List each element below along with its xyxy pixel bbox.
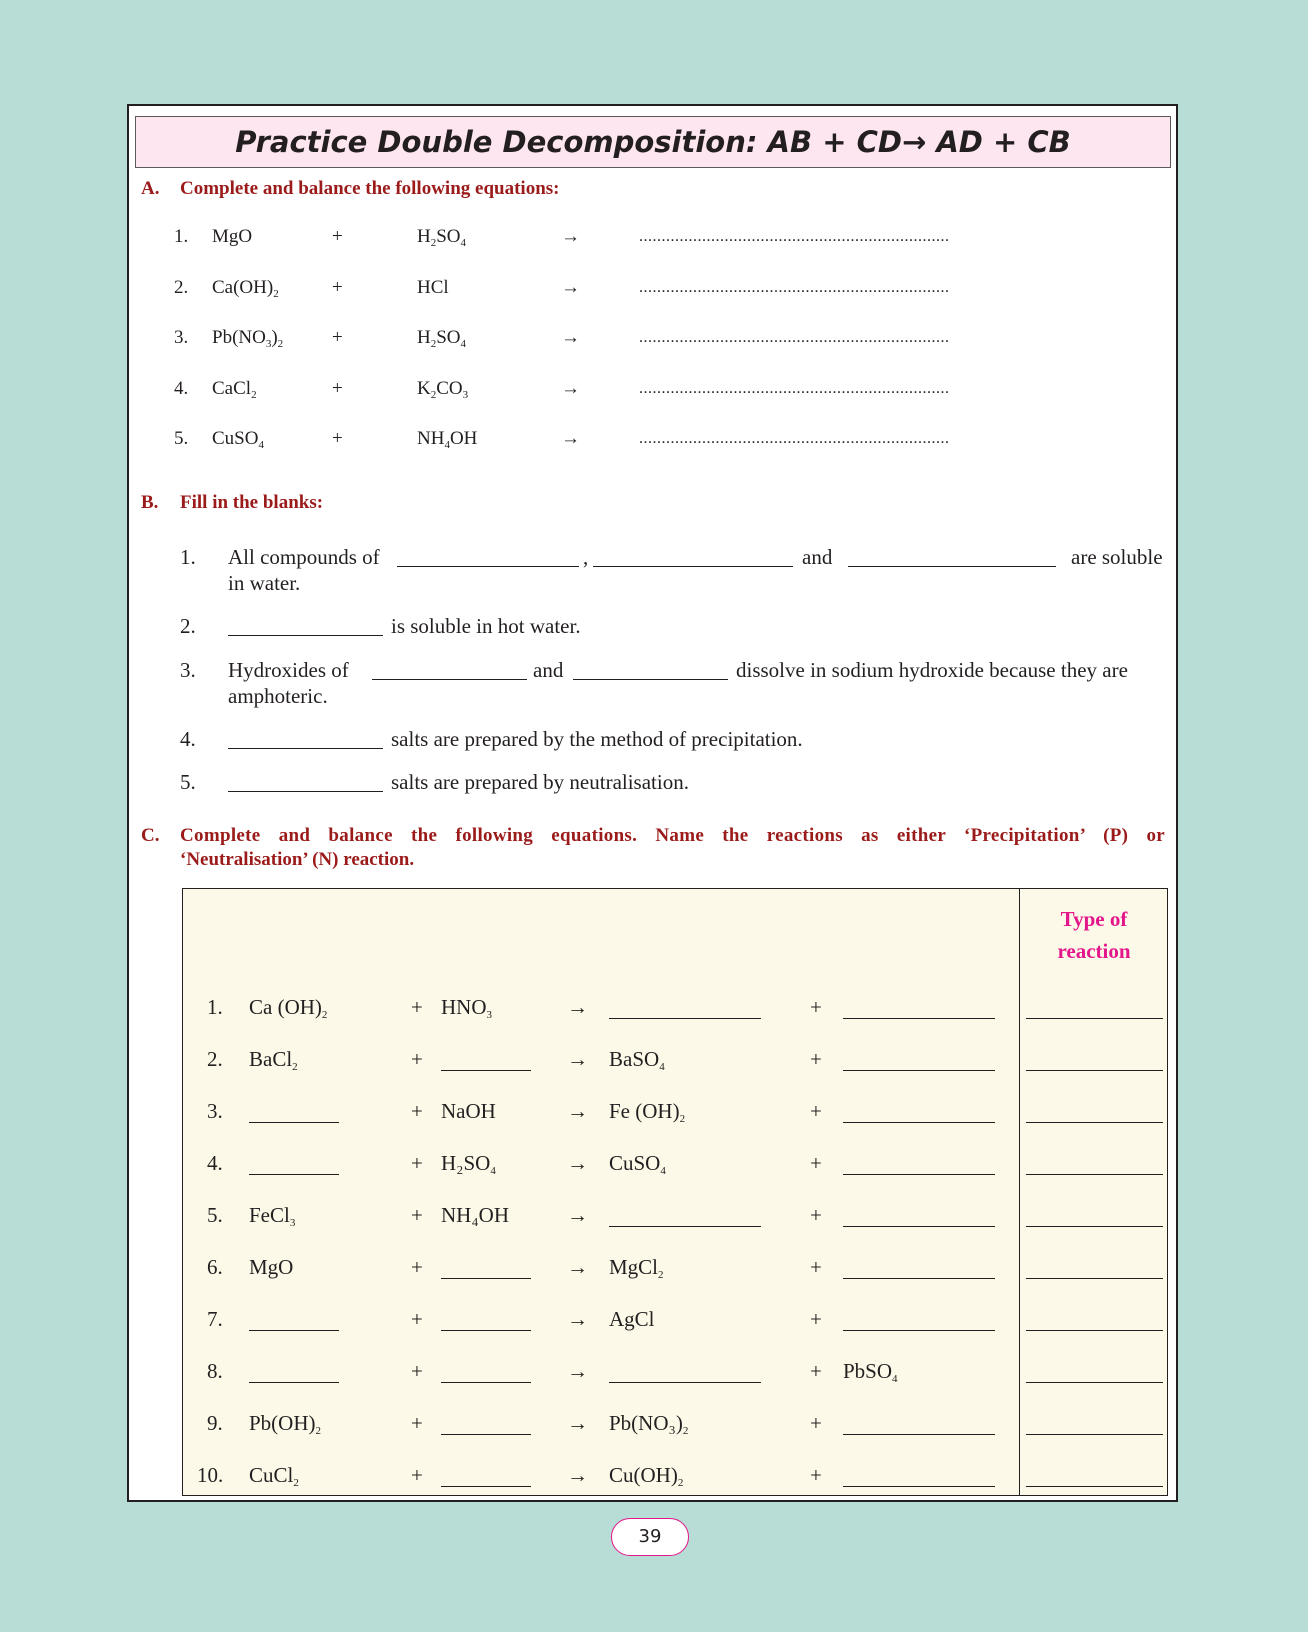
page-title: Practice Double Decomposition: AB + CD→ AD + CB — [135, 116, 1171, 168]
section-c-letter: C. — [141, 825, 160, 846]
c-product-1-part: Cu(OH) — [609, 1463, 678, 1487]
c-type-of-reaction-blank[interactable] — [1026, 1174, 1163, 1175]
a-plus-sign: + — [332, 327, 343, 348]
c-product-2-blank[interactable] — [843, 1070, 995, 1071]
a-reactant-1 — [212, 428, 264, 450]
b3-and: and — [533, 658, 564, 682]
a-reactant-1-part: CuSO — [212, 428, 259, 449]
c-type-of-reaction-blank[interactable] — [1026, 1330, 1163, 1331]
b5-number: 5. — [180, 770, 196, 794]
c-reactant-1-part: MgO — [249, 1255, 294, 1279]
b3-text-line2: amphoteric. — [228, 684, 328, 708]
c-arrow: → — [567, 1411, 588, 1435]
c-row-number: 2. — [207, 1047, 223, 1071]
c-arrow: → — [567, 1203, 588, 1227]
a-arrow: → — [561, 276, 580, 298]
a-reactant-2 — [417, 378, 468, 400]
c-reactant-2-blank[interactable] — [441, 1434, 531, 1435]
a-reactant-2-subscript: 2 — [430, 388, 437, 401]
b1-text-end: are soluble — [1071, 545, 1163, 569]
c-plus-sign: + — [411, 1463, 423, 1487]
c-row-number: 3. — [207, 1099, 223, 1123]
a-reactant-1-part: Pb(NO — [212, 327, 266, 348]
c-reactant-1-blank[interactable] — [249, 1330, 339, 1331]
c-type-of-reaction-blank[interactable] — [1026, 1382, 1163, 1383]
c-product-1-subscript: 2 — [677, 1477, 684, 1489]
c-product-1 — [609, 1463, 683, 1488]
c-product-1-blank[interactable] — [609, 1382, 761, 1383]
a-reactant-2-part: CO — [436, 377, 463, 399]
b4-text: salts are prepared by the method of precipitation. — [391, 727, 803, 751]
section-b-heading: Fill in the blanks: — [180, 492, 324, 513]
b3-blank-2[interactable] — [573, 679, 728, 680]
a-answer-dots[interactable]: ..................................................................... — [639, 278, 950, 296]
b3-blank-1[interactable] — [372, 679, 527, 680]
c-reactant-1-blank[interactable] — [249, 1174, 339, 1175]
c-plus-sign: + — [411, 1307, 423, 1331]
c-reactant-1-subscript: 3 — [289, 1217, 296, 1229]
c-reactant-2-blank[interactable] — [441, 1278, 531, 1279]
c-plus-sign: + — [411, 1203, 423, 1227]
c-product-1-blank[interactable] — [609, 1018, 761, 1019]
c-product-1 — [609, 1411, 688, 1436]
c-plus-sign: + — [810, 1411, 822, 1435]
b2-text: is soluble in hot water. — [391, 614, 581, 638]
c-reactant-2 — [441, 1151, 496, 1176]
a-reactant-2 — [417, 327, 466, 349]
a-reactant-1-subscript: 2 — [251, 388, 257, 401]
c-arrow: → — [567, 1047, 588, 1071]
a-plus-sign: + — [332, 428, 343, 449]
c-reactant-2-part: HNO — [441, 995, 487, 1019]
c-plus-sign: + — [411, 1255, 423, 1279]
a-row-number: 1. — [174, 226, 189, 247]
c-row-number: 9. — [207, 1411, 223, 1435]
b3-text-start: Hydroxides of — [228, 658, 349, 682]
c-product-2-part: PbSO — [843, 1359, 893, 1383]
c-product-1-subscript: 2 — [682, 1425, 689, 1437]
a-reactant-2-subscript: 4 — [460, 237, 467, 249]
c-row-number: 5. — [207, 1203, 223, 1227]
a-reactant-2-part: H — [417, 226, 431, 247]
c-arrow: → — [567, 1099, 588, 1123]
section-a-letter: A. — [141, 178, 160, 199]
c-product-1-part: CuSO — [609, 1151, 661, 1175]
c-reactant-1 — [249, 1411, 321, 1436]
c-reactant-2 — [441, 1203, 509, 1228]
c-product-2-blank[interactable] — [843, 1330, 995, 1331]
c-reactant-1-subscript: 2 — [292, 1061, 298, 1073]
b1-text-line2: in water. — [228, 571, 301, 595]
section-c-heading-line2: ‘Neutralisation’ (N) reaction. — [180, 849, 415, 870]
a-row-number: 4. — [174, 377, 189, 399]
c-plus-sign: + — [411, 1359, 423, 1383]
c-product-1 — [609, 1047, 665, 1072]
c-plus-sign: + — [810, 1255, 822, 1279]
c-product-2-blank[interactable] — [843, 1434, 995, 1435]
a-arrow: → — [561, 327, 580, 348]
c-row-number: 8. — [207, 1359, 223, 1383]
type-of-reaction-header — [1021, 903, 1167, 967]
c-plus-sign: + — [411, 1047, 423, 1071]
c-reactant-1 — [249, 1463, 299, 1488]
c-plus-sign: + — [810, 995, 822, 1019]
c-reactant-1-part: Ca (OH) — [249, 995, 322, 1019]
a-plus-sign: + — [332, 226, 343, 247]
a-reactant-2-part: OH — [449, 428, 478, 449]
c-reactant-1-part: Pb(OH) — [249, 1411, 316, 1435]
a-reactant-2 — [417, 226, 466, 248]
c-type-of-reaction-blank[interactable] — [1026, 1278, 1163, 1279]
c-reactant-1 — [249, 1255, 293, 1280]
c-product-2 — [843, 1359, 898, 1384]
section-a-heading: Complete and balance the following equations: — [180, 178, 560, 199]
a-reactant-2-part: SO — [436, 226, 461, 247]
section-b-letter: B. — [141, 492, 159, 513]
c-reactant-1-part: BaCl — [249, 1047, 293, 1071]
worksheet-page — [127, 104, 1178, 1502]
a-reactant-1-part: MgO — [212, 226, 253, 247]
c-reactant-1-subscript: 2 — [321, 1009, 328, 1021]
c-reactant-1-part: CuCl — [249, 1463, 294, 1487]
c-product-1-subscript: 2 — [679, 1113, 686, 1125]
b1-blank-2[interactable] — [593, 566, 793, 567]
type-header-line2: reaction — [1057, 939, 1131, 963]
c-product-2-blank[interactable] — [843, 1278, 995, 1279]
c-product-2-blank[interactable] — [843, 1174, 995, 1175]
c-product-1 — [609, 1151, 666, 1176]
type-header-line1: Type of — [1060, 907, 1128, 931]
c-product-1-subscript: 2 — [658, 1269, 664, 1281]
b4-blank[interactable] — [228, 748, 383, 749]
c-type-of-reaction-blank[interactable] — [1026, 1018, 1163, 1019]
c-product-2-blank[interactable] — [843, 1486, 995, 1487]
c-product-1-part: Fe (OH) — [609, 1099, 680, 1123]
a-reactant-1-part: ) — [271, 327, 278, 348]
c-product-1-part: MgCl — [609, 1255, 659, 1279]
b1-blank-3[interactable] — [848, 566, 1056, 567]
b1-number: 1. — [180, 545, 196, 569]
a-row-number: 2. — [174, 276, 189, 298]
a-reactant-1-subscript: 2 — [277, 338, 284, 350]
b3-number: 3. — [180, 658, 196, 682]
b3-text-end: dissolve in sodium hydroxide because they are — [736, 658, 1128, 682]
c-reactant-1 — [249, 1047, 298, 1072]
c-reactant-2-blank[interactable] — [441, 1486, 531, 1487]
c-type-of-reaction-blank[interactable] — [1026, 1486, 1163, 1487]
a-arrow: → — [561, 428, 580, 449]
c-product-2-subscript: 4 — [892, 1373, 898, 1385]
c-type-of-reaction-blank[interactable] — [1026, 1070, 1163, 1071]
a-reactant-2-subscript: 2 — [430, 237, 437, 249]
c-product-1 — [609, 1307, 655, 1332]
a-reactant-2-subscript: 3 — [462, 388, 469, 401]
c-reactant-2-blank[interactable] — [441, 1330, 531, 1331]
b1-text-start: All compounds of — [228, 545, 380, 569]
a-reactant-2-subscript: 4 — [444, 439, 450, 451]
a-reactant-1-part: CaCl — [212, 377, 252, 399]
c-reactant-2-subscript: 4 — [490, 1165, 496, 1177]
c-plus-sign: + — [411, 1099, 423, 1123]
c-reactant-2-part: NH₄OH — [441, 1203, 509, 1227]
b2-number: 2. — [180, 614, 196, 638]
section-c-heading-line1: Complete and balance the following equations. Name the reactions as either ‘Precipitation’ (P) or — [180, 825, 1165, 846]
c-reactant-2-subscript: 3 — [486, 1009, 492, 1021]
c-arrow: → — [567, 1151, 588, 1175]
a-reactant-2-part: H — [417, 327, 431, 348]
c-row-number: 1. — [207, 995, 223, 1019]
c-type-of-reaction-blank[interactable] — [1026, 1226, 1163, 1227]
c-plus-sign: + — [810, 1307, 822, 1331]
c-plus-sign: + — [810, 1099, 822, 1123]
a-reactant-2 — [417, 428, 477, 450]
c-plus-sign: + — [411, 995, 423, 1019]
c-product-1-subscript: 4 — [660, 1165, 666, 1177]
a-reactant-1 — [212, 378, 257, 400]
c-product-1-part: Pb(NO₃) — [609, 1411, 683, 1435]
c-plus-sign: + — [411, 1411, 423, 1435]
c-row-number: 6. — [207, 1255, 223, 1279]
a-reactant-1 — [212, 277, 279, 299]
c-arrow: → — [567, 1359, 588, 1383]
c-row-number: 7. — [207, 1307, 223, 1331]
a-reactant-1-part: Ca(OH) — [212, 276, 274, 298]
c-plus-sign: + — [411, 1151, 423, 1175]
c-reactant-2 — [441, 995, 492, 1020]
c-arrow: → — [567, 995, 588, 1019]
a-reactant-2-part: HCl — [417, 276, 449, 298]
c-reactant-2-part: NaOH — [441, 1099, 496, 1123]
c-type-of-reaction-blank[interactable] — [1026, 1122, 1163, 1123]
c-type-of-reaction-blank[interactable] — [1026, 1434, 1163, 1435]
b1-comma: , — [583, 545, 589, 569]
a-plus-sign: + — [332, 276, 343, 298]
a-row-number: 3. — [174, 327, 189, 348]
page-number: 39 — [611, 1518, 689, 1556]
b5-text: salts are prepared by neutralisation. — [391, 770, 689, 794]
c-product-1-subscript: 4 — [659, 1061, 665, 1073]
c-reactant-2-part: H₂SO — [441, 1151, 491, 1175]
a-reactant-2-subscript: 2 — [430, 338, 437, 350]
c-arrow: → — [567, 1307, 588, 1331]
a-answer-dots[interactable]: ..................................................................... — [639, 379, 950, 397]
c-plus-sign: + — [810, 1463, 822, 1487]
a-answer-dots[interactable]: ..................................................................... — [639, 329, 950, 346]
a-reactant-2-part: K — [417, 377, 431, 399]
table-column-divider — [1019, 889, 1020, 1495]
b5-blank[interactable] — [228, 791, 383, 792]
c-product-1-part: BaSO — [609, 1047, 660, 1071]
a-reactant-2 — [417, 277, 449, 299]
a-reactant-2-part: NH — [417, 428, 445, 449]
c-plus-sign: + — [810, 1151, 822, 1175]
reaction-table — [182, 888, 1168, 1496]
c-reactant-1-blank[interactable] — [249, 1382, 339, 1383]
c-reactant-2-blank[interactable] — [441, 1382, 531, 1383]
c-product-1 — [609, 1099, 685, 1124]
a-reactant-1-subscript: 2 — [273, 287, 279, 300]
c-reactant-1-subscript: 2 — [293, 1477, 299, 1489]
c-reactant-1-part: FeCl — [249, 1203, 290, 1227]
c-reactant-2 — [441, 1099, 496, 1124]
c-plus-sign: + — [810, 1359, 822, 1383]
a-plus-sign: + — [332, 377, 343, 399]
c-product-1-part: AgCl — [609, 1307, 655, 1331]
c-row-number: 10. — [197, 1463, 224, 1487]
c-row-number: 4. — [207, 1151, 223, 1175]
a-answer-dots[interactable]: ..................................................................... — [639, 430, 950, 447]
a-reactant-1 — [212, 226, 252, 248]
c-reactant-2-blank[interactable] — [441, 1070, 531, 1071]
b4-number: 4. — [180, 727, 196, 751]
a-answer-dots[interactable]: ..................................................................... — [639, 228, 950, 245]
c-reactant-1-blank[interactable] — [249, 1122, 339, 1123]
c-reactant-1 — [249, 1203, 295, 1228]
c-product-1 — [609, 1255, 664, 1280]
a-reactant-2-part: SO — [436, 327, 461, 348]
a-reactant-2-subscript: 4 — [460, 338, 467, 350]
a-reactant-1 — [212, 327, 283, 349]
a-row-number: 5. — [174, 428, 189, 449]
c-reactant-1-subscript: 2 — [315, 1425, 321, 1437]
c-reactant-1 — [249, 995, 327, 1020]
a-reactant-1-subscript: 4 — [258, 439, 264, 451]
c-plus-sign: + — [810, 1047, 822, 1071]
c-product-1-blank[interactable] — [609, 1226, 761, 1227]
b1-blank-1[interactable] — [397, 566, 579, 567]
c-product-2-blank[interactable] — [843, 1122, 995, 1123]
c-plus-sign: + — [810, 1203, 822, 1227]
b1-and: and — [802, 545, 833, 569]
c-arrow: → — [567, 1463, 588, 1487]
a-arrow: → — [561, 377, 580, 399]
b2-blank[interactable] — [228, 635, 383, 636]
c-arrow: → — [567, 1255, 588, 1279]
c-product-2-blank[interactable] — [843, 1226, 995, 1227]
c-product-2-blank[interactable] — [843, 1018, 995, 1019]
a-reactant-1-subscript: 3 — [265, 338, 272, 350]
a-arrow: → — [561, 226, 580, 247]
